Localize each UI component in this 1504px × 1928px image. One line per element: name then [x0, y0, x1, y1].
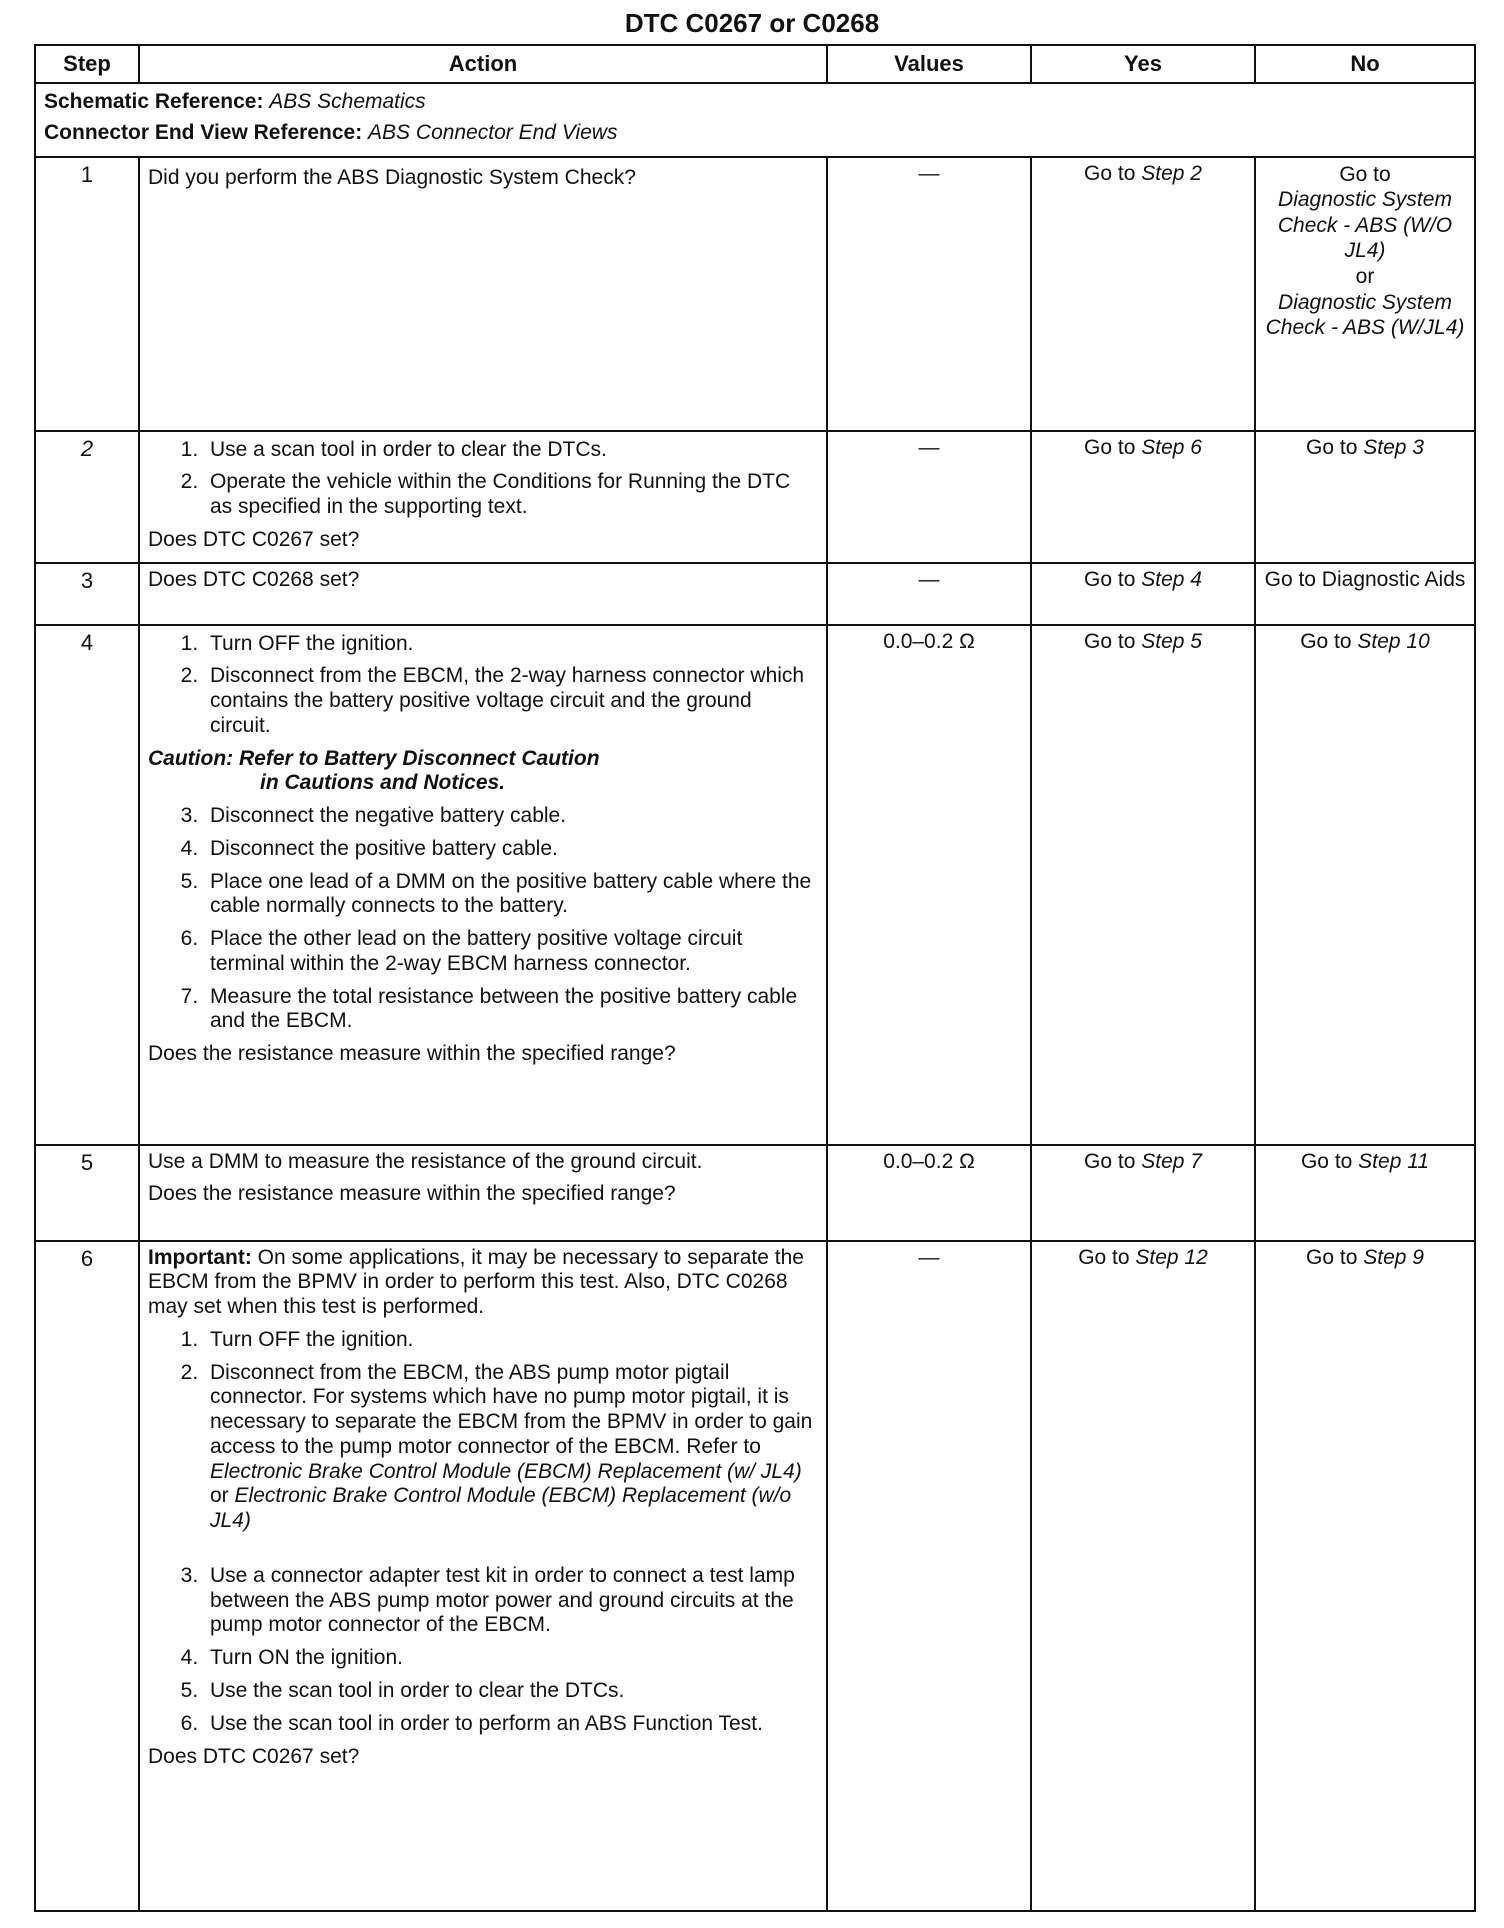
connector-reference [44, 121, 1466, 146]
list-item: 5. Use the scan tool in order to clear the DTCs. [204, 1679, 818, 1704]
value-cell: — [827, 1241, 1031, 1911]
important-text: On some applications, it may be necessary to separate the EBCM from the BPMV in order to perform this test. Also, DTC C0268 may set when this test is performed. [148, 1245, 804, 1319]
yes-step-link[interactable]: Step 6 [1141, 435, 1202, 459]
action-cell [139, 157, 827, 431]
no-go-to: Go to [1306, 435, 1364, 459]
document-title: DTC C0267 or C0268 [624, 8, 880, 38]
no-cell [1255, 625, 1475, 1145]
list-item: 5. Place one lead of a DMM on the positive battery cable where the cable normally connects to the battery. [204, 870, 818, 920]
no-step-link[interactable]: Step 3 [1363, 435, 1424, 459]
important-label: Important: [148, 1245, 252, 1269]
no-or: or [1355, 264, 1375, 288]
yes-go-to: Go to [1084, 435, 1142, 459]
list-item-text: Disconnect from the EBCM, the ABS pump motor pigtail connector. For systems which have no pump motor pigtail, it is necessary to separate the EBCM from the BPMV in order to gain access to the pump motor connector of the EBCM. Refer to [210, 1360, 813, 1458]
step-number: 5 [35, 1145, 139, 1241]
action-question: Does the resistance measure within the specified range? [148, 1042, 676, 1066]
no-go-to: Go to [1300, 1149, 1359, 1173]
action-question: Does DTC C0267 set? [148, 527, 360, 551]
action-steps-list [148, 438, 818, 520]
no-cell [1255, 1145, 1475, 1241]
connector-reference-link[interactable]: ABS Connector End Views [368, 120, 618, 144]
header-step: Step [35, 45, 139, 83]
table-header-row [35, 45, 1475, 83]
ebcm-replacement-w-jl4-link[interactable]: Electronic Brake Control Module (EBCM) Replacement (w/ JL4) [210, 1459, 802, 1483]
yes-cell [1031, 1145, 1255, 1241]
no-step-link[interactable]: Step 11 [1358, 1149, 1430, 1173]
list-item: 2. Operate the vehicle within the Conditions for Running the DTC as specified in the supporting text. [204, 470, 818, 520]
list-item: 1. Turn OFF the ignition. [204, 1328, 818, 1353]
reference-row [35, 83, 1475, 157]
action-cell [139, 1241, 827, 1911]
yes-cell [1031, 431, 1255, 563]
no-step-link[interactable]: Step 10 [1357, 629, 1430, 653]
yes-step-link[interactable]: Step 7 [1141, 1149, 1202, 1173]
schematic-reference [44, 90, 1466, 115]
value-cell: 0.0–0.2 Ω [827, 625, 1031, 1145]
no-step-link[interactable]: Step 9 [1363, 1245, 1424, 1269]
list-item: 1. Turn OFF the ignition. [204, 632, 818, 657]
action-steps-list [148, 804, 818, 1034]
no-diagnostic-aids-link[interactable]: Go to Diagnostic Aids [1264, 567, 1466, 591]
no-cell [1255, 431, 1475, 563]
list-item: 3. Use a connector adapter test kit in order to connect a test lamp between the ABS pump motor power and ground circuits at the pump motor connector of the EBCM. [204, 1564, 818, 1638]
action-cell [139, 431, 827, 563]
important-note [148, 1246, 818, 1320]
list-item: 2. Disconnect from the EBCM, the 2-way harness connector which contains the battery positive voltage circuit and the ground circuit. [204, 664, 818, 738]
action-question: Does the resistance measure within the specified range? [148, 1182, 676, 1206]
table-row [35, 563, 1475, 625]
no-cell [1255, 1241, 1475, 1911]
header-values: Values [827, 45, 1031, 83]
table-row [35, 625, 1475, 1145]
step-number: 2 [35, 431, 139, 563]
yes-step-link[interactable]: Step 2 [1141, 161, 1202, 185]
table-row [35, 1241, 1475, 1911]
list-item: 6. Place the other lead on the battery positive voltage circuit terminal within the 2-way EBCM harness connector. [204, 927, 818, 977]
action-steps-list [148, 1564, 818, 1737]
header-action: Action [139, 45, 827, 83]
value-cell: — [827, 157, 1031, 431]
action-question: Did you perform the ABS Diagnostic System Check? [148, 165, 636, 189]
list-item: 1. Use a scan tool in order to clear the DTCs. [204, 438, 818, 463]
table-row [35, 157, 1475, 431]
dtc-table [34, 44, 1476, 1912]
yes-go-to: Go to [1084, 161, 1142, 185]
connector-reference-label: Connector End View Reference: [44, 120, 363, 144]
ebcm-replacement-wo-jl4-link[interactable]: Electronic Brake Control Module (EBCM) Replacement (w/o JL4) [210, 1484, 792, 1533]
yes-cell [1031, 157, 1255, 431]
list-item: 3. Disconnect the negative battery cable. [204, 804, 818, 829]
step-number: 1 [35, 157, 139, 431]
list-item: 4. Disconnect the positive battery cable. [204, 837, 818, 862]
header-no: No [1255, 45, 1475, 83]
list-item: 7. Measure the total resistance between the positive battery cable and the EBCM. [204, 985, 818, 1035]
reference-cell [35, 83, 1475, 157]
no-cell [1255, 563, 1475, 625]
action-steps-list [148, 632, 818, 739]
table-row [35, 1145, 1475, 1241]
action-question: Does DTC C0267 set? [148, 1744, 360, 1768]
no-link-diagnostic-wo-jl4[interactable]: Diagnostic System Check - ABS (W/O JL4) [1277, 188, 1453, 263]
step-number: 6 [35, 1241, 139, 1911]
yes-go-to: Go to [1084, 629, 1142, 653]
no-go-to: Go to [1339, 162, 1391, 186]
caution-line: in Cautions and Notices. [260, 771, 506, 795]
no-go-to: Go to [1306, 1245, 1364, 1269]
list-item-or: or [210, 1484, 235, 1508]
yes-step-link[interactable]: Step 5 [1141, 629, 1202, 653]
action-steps-list [148, 1328, 818, 1534]
no-link-diagnostic-w-jl4[interactable]: Diagnostic System Check - ABS (W/JL4) [1265, 290, 1465, 340]
value-cell: — [827, 563, 1031, 625]
action-text: Use a DMM to measure the resistance of the ground circuit. [148, 1149, 703, 1173]
schematic-reference-label: Schematic Reference: [44, 90, 264, 113]
yes-step-link[interactable]: Step 4 [1141, 567, 1202, 591]
caution-line: Caution: Refer to Battery Disconnect Caution [148, 746, 600, 770]
yes-go-to: Go to [1084, 567, 1142, 591]
yes-cell [1031, 625, 1255, 1145]
no-cell [1255, 157, 1475, 431]
yes-cell [1031, 1241, 1255, 1911]
schematic-reference-link[interactable]: ABS Schematics [269, 90, 426, 113]
value-cell: 0.0–0.2 Ω [827, 1145, 1031, 1241]
table-row [35, 431, 1475, 563]
yes-go-to: Go to [1084, 1149, 1142, 1173]
action-cell [139, 563, 827, 625]
yes-step-link[interactable]: Step 12 [1135, 1245, 1208, 1269]
list-item: 4. Turn ON the ignition. [204, 1646, 818, 1671]
list-item [204, 1361, 818, 1534]
caution-note [148, 747, 818, 797]
action-cell [139, 625, 827, 1145]
list-item: 6. Use the scan tool in order to perform an ABS Function Test. [204, 1712, 818, 1737]
no-go-to: Go to [1300, 629, 1358, 653]
header-yes: Yes [1031, 45, 1255, 83]
value-cell: — [827, 431, 1031, 563]
yes-cell [1031, 563, 1255, 625]
yes-go-to: Go to [1078, 1245, 1136, 1269]
step-number: 3 [35, 563, 139, 625]
step-number: 4 [35, 625, 139, 1145]
action-question: Does DTC C0268 set? [148, 567, 360, 591]
action-cell [139, 1145, 827, 1241]
